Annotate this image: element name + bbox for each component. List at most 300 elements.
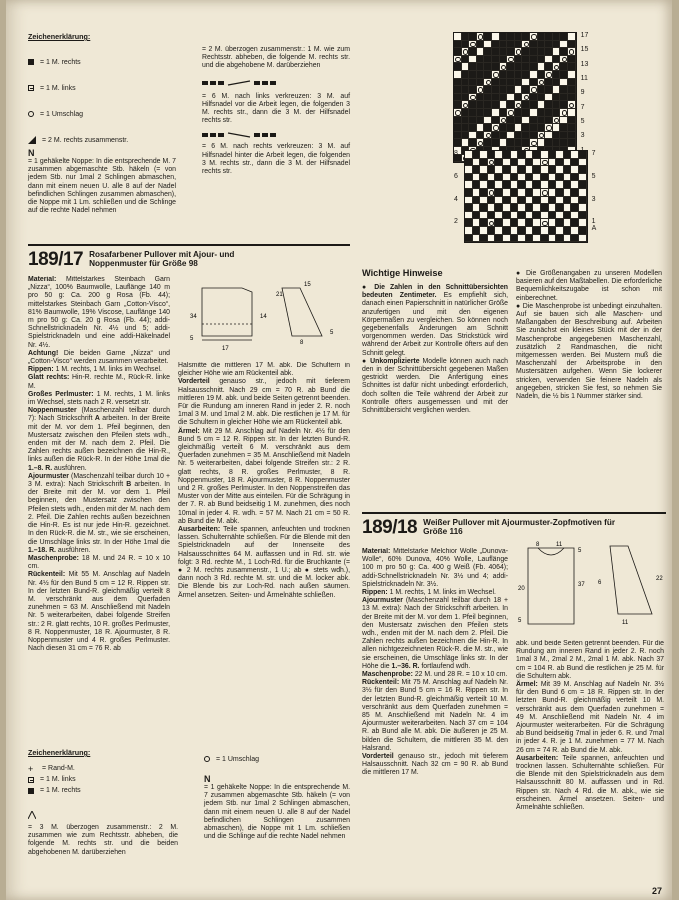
chart-cell bbox=[568, 48, 576, 56]
chart-cell bbox=[492, 117, 500, 125]
chart-cell bbox=[484, 41, 492, 49]
chart-cell bbox=[538, 132, 546, 140]
chart-cell bbox=[454, 117, 462, 125]
chart-cell bbox=[545, 101, 553, 109]
chart-cell bbox=[530, 132, 538, 140]
chart-cell bbox=[454, 86, 462, 94]
chart-cell bbox=[522, 56, 530, 64]
chart-cell bbox=[480, 219, 488, 227]
chart-cell bbox=[541, 235, 549, 243]
chart-cell bbox=[560, 56, 568, 64]
chart-cell bbox=[571, 181, 579, 189]
chart-cell bbox=[469, 33, 477, 41]
chart-cell bbox=[564, 227, 572, 235]
chart-cell bbox=[477, 132, 485, 140]
chart-cell bbox=[511, 166, 519, 174]
chart-cell bbox=[522, 132, 530, 140]
chart-cell bbox=[579, 235, 587, 243]
chart-cell bbox=[469, 109, 477, 117]
chart-cell bbox=[538, 71, 546, 79]
chart-cell bbox=[579, 197, 587, 205]
chart-cell bbox=[522, 33, 530, 41]
chart-cell bbox=[503, 235, 511, 243]
chart-cell bbox=[533, 204, 541, 212]
chart-cell bbox=[515, 94, 523, 102]
chart-cell bbox=[568, 124, 576, 132]
chart-cell bbox=[473, 235, 481, 243]
chart-cell bbox=[507, 33, 515, 41]
chart-cell bbox=[560, 41, 568, 49]
chart-row-label: 7 bbox=[580, 103, 585, 111]
chart-cell bbox=[462, 79, 470, 87]
chart-cell bbox=[571, 204, 579, 212]
chart-cell bbox=[492, 94, 500, 102]
chart-cell bbox=[462, 139, 470, 147]
chart-cell bbox=[541, 166, 549, 174]
chart-cell bbox=[545, 56, 553, 64]
cross-left-icon bbox=[202, 77, 282, 89]
chart-cell bbox=[549, 174, 557, 182]
chart-cell bbox=[545, 109, 553, 117]
chart-cell bbox=[571, 197, 579, 205]
chart-cell bbox=[556, 181, 564, 189]
chart-cell bbox=[495, 235, 503, 243]
chart-cell bbox=[495, 174, 503, 182]
chart-cell bbox=[541, 227, 549, 235]
schematic-17-label: 5 bbox=[330, 330, 334, 336]
chart-cell bbox=[462, 48, 470, 56]
chart-cell bbox=[518, 174, 526, 182]
chart-cell bbox=[473, 219, 481, 227]
chart-row-label: 4 bbox=[454, 195, 458, 203]
chart-cell bbox=[579, 204, 587, 212]
legend-nupp: N = 1 gehäkelte Noppe: In die entsprechende M. 7 zusammen abgemaschte Stb. häkeln (= von jedem Stb. nur 1mal 2 Schlingen abmaschen, dann mit einem neuen U. alle 8 auf der Nadel befindlichen Schlingen zusammen abmaschen), die Noppe mit 1 Lm. schließen und die Schlinge auf die rechte Nadel nehmen bbox=[28, 148, 176, 215]
chart-cell bbox=[579, 219, 587, 227]
legend-item-purl: = 1 M. links bbox=[28, 81, 178, 95]
chart-cell bbox=[469, 48, 477, 56]
chart-cell bbox=[488, 189, 496, 197]
schematic-18-label: 37 bbox=[578, 582, 585, 588]
chart-cell bbox=[560, 94, 568, 102]
chart-cell bbox=[518, 159, 526, 167]
chart-cell bbox=[477, 139, 485, 147]
chart-cell bbox=[538, 56, 546, 64]
chart-cell bbox=[507, 71, 515, 79]
chart-cell bbox=[488, 219, 496, 227]
chart-cell bbox=[556, 219, 564, 227]
chart-cell bbox=[560, 86, 568, 94]
schematic-18-label: 22 bbox=[656, 576, 663, 582]
chart-cell bbox=[507, 79, 515, 87]
chart-cell bbox=[579, 159, 587, 167]
chart-cell bbox=[530, 94, 538, 102]
chart-cell bbox=[462, 71, 470, 79]
chart-cell bbox=[492, 33, 500, 41]
legend-top bbox=[28, 32, 178, 147]
chart-cell bbox=[462, 63, 470, 71]
chart-cell bbox=[545, 71, 553, 79]
chart-cell bbox=[518, 227, 526, 235]
chart-cell bbox=[503, 204, 511, 212]
chart-cell bbox=[530, 124, 538, 132]
chart-cell bbox=[549, 227, 557, 235]
chart-cell bbox=[511, 235, 519, 243]
chart-cell bbox=[454, 124, 462, 132]
chart-cell bbox=[533, 174, 541, 182]
chart-cell bbox=[556, 166, 564, 174]
chart-cell bbox=[568, 33, 576, 41]
chart-cell bbox=[484, 56, 492, 64]
chart-cell bbox=[579, 227, 587, 235]
chart-cell bbox=[538, 94, 546, 102]
chart-cell bbox=[454, 79, 462, 87]
chart-cell bbox=[518, 204, 526, 212]
chart-cell bbox=[495, 219, 503, 227]
chart-cell bbox=[549, 197, 557, 205]
chart-cell bbox=[553, 79, 561, 87]
legend-bottom: Zeichenerklärung: + = Rand-M. = 1 M. links = 1 M. rechts = 3 M. überzogen zusammenstr.: 2 M. zusammen wie zum Rechtsstr. abheben, die folgende M. rechts str. und die beiden abgehobenen M. darüberziehen bbox=[28, 748, 178, 856]
chart-cell bbox=[545, 86, 553, 94]
chart-cell bbox=[503, 219, 511, 227]
chart-cell bbox=[518, 166, 526, 174]
chart-cell bbox=[495, 166, 503, 174]
chart-grid bbox=[453, 32, 577, 163]
chart-cell bbox=[538, 41, 546, 49]
chart-grid bbox=[464, 150, 588, 243]
chart-cell bbox=[571, 174, 579, 182]
chart-cell bbox=[480, 181, 488, 189]
chart-cell bbox=[579, 166, 587, 174]
chart-cell bbox=[488, 174, 496, 182]
chart-cell bbox=[454, 33, 462, 41]
chart-cell bbox=[492, 101, 500, 109]
chart-cell bbox=[465, 219, 473, 227]
chart-cell bbox=[511, 181, 519, 189]
chart-cell bbox=[473, 212, 481, 220]
chart-cell bbox=[522, 63, 530, 71]
chart-cell bbox=[473, 151, 481, 159]
chart-cell bbox=[571, 235, 579, 243]
chart-cell bbox=[477, 48, 485, 56]
chart-cell bbox=[495, 181, 503, 189]
schematic-18-label: 11 bbox=[556, 542, 563, 548]
chart-row-label: 15 bbox=[580, 46, 589, 54]
chart-cell bbox=[515, 71, 523, 79]
chart-cell bbox=[454, 56, 462, 64]
chart-cell bbox=[477, 94, 485, 102]
chart-cell bbox=[492, 109, 500, 117]
chart-cell bbox=[526, 204, 534, 212]
chart-cell bbox=[571, 212, 579, 220]
chart-cell bbox=[495, 159, 503, 167]
chart-cell bbox=[492, 86, 500, 94]
chart-cell bbox=[511, 159, 519, 167]
chart-cell bbox=[556, 159, 564, 167]
chart-cell bbox=[518, 212, 526, 220]
chart-cell bbox=[518, 181, 526, 189]
chart-cell bbox=[500, 86, 508, 94]
chart-cell bbox=[477, 33, 485, 41]
chart-cell bbox=[480, 151, 488, 159]
chart-cell bbox=[500, 117, 508, 125]
chart-cell bbox=[571, 227, 579, 235]
chart-cell bbox=[545, 117, 553, 125]
legend-bottom-title: Zeichenerklärung: bbox=[28, 748, 91, 757]
chart-cell bbox=[511, 189, 519, 197]
chart-cell bbox=[571, 219, 579, 227]
knitting-chart-a bbox=[454, 150, 597, 243]
chart-cell bbox=[465, 159, 473, 167]
chart-cell bbox=[560, 79, 568, 87]
schematic-18-label: 5 bbox=[578, 548, 582, 554]
chart-cell bbox=[515, 124, 523, 132]
legend-item-k2tog: = 2 M. rechts zusammenstr. bbox=[28, 133, 178, 147]
chart-cell bbox=[526, 227, 534, 235]
chart-cell bbox=[541, 159, 549, 167]
chart-cell bbox=[568, 94, 576, 102]
chart-cell bbox=[492, 139, 500, 147]
chart-cell bbox=[556, 235, 564, 243]
chart-cell bbox=[533, 181, 541, 189]
chart-cell bbox=[465, 166, 473, 174]
chart-cell bbox=[515, 63, 523, 71]
chart-cell bbox=[549, 189, 557, 197]
chart-cell bbox=[553, 86, 561, 94]
chart-cell bbox=[462, 109, 470, 117]
chart-cell bbox=[507, 109, 515, 117]
chart-cell bbox=[488, 227, 496, 235]
chart-cell bbox=[495, 204, 503, 212]
chart-cell bbox=[568, 41, 576, 49]
chart-cell bbox=[503, 197, 511, 205]
chart-row-label: 11 bbox=[580, 75, 588, 83]
chart-cell bbox=[511, 212, 519, 220]
chart-cell bbox=[484, 48, 492, 56]
chart-cell bbox=[503, 159, 511, 167]
chart-cell bbox=[522, 48, 530, 56]
chart-cell bbox=[515, 139, 523, 147]
chart-cell bbox=[560, 109, 568, 117]
chart-cell bbox=[530, 71, 538, 79]
chart-cell bbox=[454, 139, 462, 147]
chart-cell bbox=[500, 33, 508, 41]
chart-cell bbox=[518, 219, 526, 227]
chart-cell bbox=[538, 117, 546, 125]
chart-cell bbox=[564, 204, 572, 212]
chart-cell bbox=[541, 189, 549, 197]
chart-cell bbox=[560, 101, 568, 109]
chart-cell bbox=[465, 204, 473, 212]
chart-cell bbox=[492, 132, 500, 140]
chart-cell bbox=[553, 101, 561, 109]
chart-cell bbox=[503, 189, 511, 197]
chart-cell bbox=[545, 41, 553, 49]
chart-cell bbox=[560, 124, 568, 132]
legend-title: Zeichenerklärung: bbox=[28, 32, 91, 41]
chart-cell bbox=[530, 117, 538, 125]
chart-cell bbox=[579, 181, 587, 189]
chart-cell bbox=[533, 219, 541, 227]
chart-cell bbox=[484, 139, 492, 147]
chart-cell bbox=[480, 174, 488, 182]
chart-cell bbox=[560, 139, 568, 147]
chart-cell bbox=[454, 48, 462, 56]
chart-cell bbox=[530, 63, 538, 71]
schematic-17-label: 5 bbox=[190, 336, 194, 342]
chart-cell bbox=[495, 151, 503, 159]
chart-cell bbox=[469, 79, 477, 87]
schematic-17-label: 17 bbox=[222, 346, 229, 352]
k3tog-symbol-icon bbox=[28, 811, 36, 819]
chart-cell bbox=[545, 139, 553, 147]
chart-cell bbox=[515, 101, 523, 109]
chart-cell bbox=[484, 33, 492, 41]
chart-cell bbox=[530, 86, 538, 94]
chart-cell bbox=[462, 56, 470, 64]
chart-cell bbox=[549, 235, 557, 243]
chart-cell bbox=[564, 159, 572, 167]
chart-cell bbox=[500, 94, 508, 102]
chart-cell bbox=[500, 139, 508, 147]
chart-cell bbox=[538, 86, 546, 94]
chart-cell bbox=[480, 212, 488, 220]
chart-cell bbox=[495, 189, 503, 197]
model-number: 189/17 bbox=[28, 248, 84, 270]
chart-cell bbox=[522, 124, 530, 132]
chart-cell bbox=[488, 212, 496, 220]
chart-cell bbox=[538, 101, 546, 109]
chart-cell bbox=[507, 117, 515, 125]
chart-cell bbox=[492, 124, 500, 132]
chart-cell bbox=[503, 174, 511, 182]
chart-cell bbox=[556, 197, 564, 205]
chart-cell bbox=[530, 56, 538, 64]
model-17-instructions-col2: Halsmitte die mittleren 17 M. abk. Die Schultern in gleicher Höhe wie am Rückenteil abk. Vorderteil genauso str., jedoch mit tieferem Halsausschnitt. Nach 29 cm = 70 R. ab Bund die mittleren 19 M. abk. und beide Seiten getrennt beenden. Für die Rundung am inneren Rand in jeder 2. R. noch 1mal 3 M. und 1mal 2 M. abk. Die restlichen je 17 M. für die Schultern in gleicher Höhe wie am Rückenteil abk. Ärmel: Mit 29 M. Anschlag auf Nadeln Nr. 4½ für den Bund 5 cm = 12 R. Rippen str. In der letzten Bund-R. gleichmäßig verteilt 6 M. verschränkt aus dem Querfaden zunehmen = 35 M. Anschließend mit Nadeln Nr. 5 weiterarbeiten, dabei folgende Streifen str.: 2 R. glatt rechts, 8 R. großes Perlmuster, 8 R. Noppenmuster, 18 R. Ajourmuster, 8 R. Noppenmuster und 2 R. großes Perlmuster. In den Noppenstreifen das Muster von der Mitte aus einteilen. Für die Schrägung in der 7. R. ab Bund beidseitig 1 M. zunehmen, dies noch 10mal in jeder 4. R. wdh. = 57 M. Nach 21 cm = 50 R. ab Bund die M. abk. Ausarbeiten: Teile spannen, anfeuchten und trocknen lassen. Schulternähte schließen. Für die Blende mit den Spielstricknadeln auf der Innenseite des Halsausschnittes 64 M. auffassen und in Rd. str. wie folgt: 3 Rd. rechte M., 1 Loch-Rd. für die Bruchkante (= ● 2 M. rechts zusammenstr., 1 U.; ab ● stets wdh.), dann noch 3 Rd. rechte M. str. und die M. locker abk. Die Blende bis zur Loch-Rd. nach außen säumen. Ärmel ansetzen. Seiten- und Ärmelnähte schließen. bbox=[178, 362, 350, 599]
legend-item-knit: = 1 M. rechts bbox=[28, 55, 178, 69]
knitting-chart-b bbox=[453, 32, 589, 163]
chart-cell bbox=[507, 101, 515, 109]
chart-cell bbox=[477, 86, 485, 94]
schematic-18-label: 11 bbox=[622, 620, 629, 626]
chart-cell bbox=[462, 86, 470, 94]
chart-cell bbox=[473, 189, 481, 197]
chart-cell bbox=[564, 219, 572, 227]
chart-cell bbox=[500, 48, 508, 56]
chart-cell bbox=[545, 63, 553, 71]
chart-cell bbox=[500, 63, 508, 71]
chart-cell bbox=[526, 219, 534, 227]
chart-cell bbox=[462, 124, 470, 132]
chart-cell bbox=[530, 41, 538, 49]
chart-cell bbox=[533, 227, 541, 235]
chart-cell bbox=[556, 227, 564, 235]
chart-cell bbox=[503, 227, 511, 235]
chart-cell bbox=[530, 79, 538, 87]
chart-cell bbox=[469, 139, 477, 147]
chart-cell bbox=[533, 212, 541, 220]
chart-cell bbox=[564, 166, 572, 174]
chart-cell bbox=[465, 212, 473, 220]
chart-cell bbox=[541, 219, 549, 227]
chart-cell bbox=[465, 227, 473, 235]
legend-item-yarnover: = 1 Umschlag bbox=[28, 107, 178, 121]
model-18-instructions-col2: abk. und beide Seiten getrennt beenden. Für die Rundung am inneren Rand in jeder 2. R. noch 1mal 3 M., 2mal 2 M., 2mal 1 M. abk. Nach 37 cm = 104 R. ab Bund die restlichen je 25 M. für die Schultern abk. Ärmel: Mit 39 M. Anschlag auf Nadeln Nr. 3½ für den Bund 6 cm = 18 R. Rippen str. In der letzten Bund-R. gleichmäßig verteilt 10 M. verschränkt aus dem Querfaden zunehmen = 49 M. Anschließend mit Nadeln Nr. 4 im Ajourmuster weiterarbeiten. Für die Schrägung ab Bund beidseitig 7mal in jeder 6. R. und 7mal in jeder 4. R. je 1 M. zunehmen = 77 M. Nach 26 cm = 74 R. ab Bund die M. abk. Ausarbeiten: Teile spannen, anfeuchten und trocknen lassen. Schulternähte schließen. Für die Blende mit den Spielstricknadeln aus dem Halsausschnitt 80 M. auffassen und in Rd. Rippen str. Nach 4 Rd. die M. abk., wie sie erscheinen. Ärmel ansetzen. Seiten- und Ärmelnähte schließen. bbox=[516, 640, 664, 812]
chart-cell bbox=[515, 132, 523, 140]
chart-cell bbox=[484, 94, 492, 102]
chart-cell bbox=[469, 132, 477, 140]
chart-cell bbox=[545, 33, 553, 41]
chart-cell bbox=[541, 181, 549, 189]
chart-cell bbox=[503, 166, 511, 174]
chart-cell bbox=[526, 212, 534, 220]
chart-cell bbox=[454, 41, 462, 49]
chart-cell bbox=[507, 86, 515, 94]
chart-cell bbox=[560, 33, 568, 41]
chart-cell bbox=[549, 204, 557, 212]
chart-cell bbox=[533, 189, 541, 197]
chart-cell bbox=[556, 212, 564, 220]
schematic-17-label: 15 bbox=[304, 282, 311, 288]
chart-cell bbox=[541, 197, 549, 205]
chart-cell bbox=[518, 151, 526, 159]
legend-item-purl: = 1 M. links bbox=[28, 774, 178, 785]
chart-cell bbox=[507, 139, 515, 147]
chart-cell bbox=[571, 151, 579, 159]
chart-cell bbox=[564, 151, 572, 159]
chart-cell bbox=[549, 219, 557, 227]
chart-cell bbox=[454, 71, 462, 79]
chart-cell bbox=[488, 159, 496, 167]
chart-cell bbox=[484, 132, 492, 140]
important-notes-left: ● Die Zahlen in den Schnittübersichten bedeuten Zentimeter. Es empfiehlt sich, danach einen Papierschnitt in natürlicher Größe anzufertigen und mit den eigenen Körpermaßen zu vergleichen. So können noch gegebenenfalls Änderungen am Schnitt vorgenommen werden. Das Strickstück wird während der Arbeit zur Kontrolle öfters auf den Schnitt gelegt. ● Unkomplizierte Modelle können auch nach den in der Schnittübersicht gegebenen Maßen gestrickt werden. Die Anfertigung eines Schnittes ist dafür nicht unbedingt erforderlich, doch sollten die Teile während der Arbeit zur Kontrolle öfters ausgemessen und mit der Schnittübersicht verglichen werden. bbox=[362, 284, 508, 415]
chart-cell bbox=[522, 109, 530, 117]
important-notes-right: ● Die Größenangaben zu unseren Modellen basieren auf den Maßtabellen. Die erforderliche Bequemlichkeitszugabe ist schon mit einberechnet. ● Die Maschenprobe ist unbedingt einzuhalten. Auf sie bauen sich alle Maschen- und Maßangaben der Beschreibung auf. Arbeiten Sie zunächst ein kleines Stück mit der in der Maschenprobe angegebenen Maschenzahl, zusätzlich 2 Randmaschen, die nicht mitgemessen werden. Bei Mustern muß die Maschenzahl der Arbeitsprobe in den Mustersätzen aufgehen. Wenn Sie lockerer stricken, verwenden Sie feinere Nadeln als angegeben, stricken Sie fest, so nehmen Sie Nadeln, die ½ bis 1 Nummer stärker sind. bbox=[516, 270, 662, 401]
chart-cell bbox=[462, 33, 470, 41]
chart-cell bbox=[533, 159, 541, 167]
schematic-17-label: 14 bbox=[260, 314, 267, 320]
chart-cell bbox=[492, 79, 500, 87]
chart-cell bbox=[515, 109, 523, 117]
schematic-18-label: 6 bbox=[598, 580, 602, 586]
chart-cell bbox=[560, 117, 568, 125]
model-17-instructions-col1: Material: Mittelstarkes Steinbach Garn „Nizza“, 100% Baumwolle, Lauflänge 140 m pro 50 g: Ca. 200 g Rosa (Fb. 44); mittelstarkes Steinbach Garn „Cotton-Visco“, 81% Baumwolle, 19% Viscose, Lauflänge 140 m pro 50 g: Ca. 20 g Rosa (Fb. 44); addi-Schnellstricknadeln Nr. 4½ und 5; addi-Spielstricknadeln und eine addi-Häkelnadel Nr. 4½. Achtung! Die beiden Garne „Nizza“ und „Cotton-Visco“ werden zusammen verarbeitet. Rippen: 1 M. rechts, 1 M. links im Wechsel. Glatt rechts: Hin-R. rechte M., Rück-R. linke M. Großes Perlmuster: 1 M. rechts, 1 M. links im Wechsel, stets nach 2 R. versetzt str. Noppenmuster (Maschenzahl teilbar durch 7): Nach Strickschrift A arbeiten. In der Breite mit der M. vor dem 1. Pfeil beginnen, den Mustersatz zwischen den Pfeilen stets wdh., enden mit der M. nach dem 2. Pfeil. Die Zahlen rechts außen bezeichnen die Hin-R., links außen die Rück-R. In der Höhe 1mal die 1.–8. R. ausführen. Ajourmuster (Maschenzahl teilbar durch 10 + 3 M. extra): Nach Strickschrift B arbeiten. In der Breite mit der M. vor dem 1. Pfeil beginnen, den Mustersatz zwischen den Pfeilen stets wdh., enden mit der M. nach dem 2. Pfeil. Die Zahlen rechts außen bezeichnen die Hin-R. Es ist nur jede Hin-R. gezeichnet. In den Rück-R. die M. str., wie sie erscheinen, die Umschläge links str. In der Höhe 1mal die 1.–18. R. ausführen. Maschenprobe: 18 M. und 24 R. = 10 x 10 cm. Rückenteil: Mit 55 M. Anschlag auf Nadeln Nr. 4½ für den Bund 5 cm = 12 R. Rippen str. In der letzten Bund-R. gleichmäßig verteilt 8 M. verschränkt aus dem Querfaden zunehmen = 63 M. Anschließend mit Nadeln Nr. 5 weiterarbeiten, dabei folgende Streifen str.: 2 R. glatt rechts, 10 R. großes Perlmuster, 8 R. Noppenmuster, 18 R. Ajourmuster, 8 R. Noppenmuster und 4 R. großes Perlmuster. Nach diesen 31 cm = 76 R. ab bbox=[28, 276, 170, 653]
knit-symbol-icon bbox=[28, 59, 34, 65]
model-18-header bbox=[362, 512, 666, 538]
chart-cell bbox=[492, 56, 500, 64]
chart-cell bbox=[477, 41, 485, 49]
model-18-instructions-col1: Material: Mittelstarke Melchior Wolle „Dunova-Wolle“, 60% Dunova, 40% Wolle, Lauflänge 100 m pro 50 g: Ca. 400 g Weiß (Fb. 4064); addi-Schnellstricknadeln Nr. 3½ und 4; addi-Spielstricknadeln Nr. 3½. Rippen: 1 M. rechts, 1 M. links im Wechsel. Ajourmuster (Maschenzahl teilbar durch 18 + 13 M. extra): Nach der Strickschrift arbeiten. In der Breite mit der M. vor dem 1. Pfeil beginnen, den Mustersatz zwischen den Pfeilen stets wdh., enden mit der M. nach dem 2. Pfeil. Die Zahlen rechts außen bezeichnen die Hin-R. In allen nichtgezeichneten Rück-R. die M. str., wie sie erscheinen, die Umschläge links str. In der Höhe die 1.–36. R. fortlaufend wdh. Maschenprobe: 22 M. und 28 R. = 10 x 10 cm. Rückenteil: Mit 75 M. Anschlag auf Nadeln Nr. 3½ für den Bund 5 cm = 16 R. Rippen str. In der letzten Bund-R. gleichmäßig verteilt 10 M. verschränkt aus dem Querfaden zunehmen = 85 M. Anschließend mit Nadeln Nr. 4 im Ajourmuster weiterarbeiten. Nach 37 cm = 104 R. ab Bund alle M. abk. Die äußeren je 25 M. bilden die Schultern, die mittleren 35 M. den Halsrand. Vorderteil genauso str., jedoch mit tieferem Halsausschnitt. Nach 32 cm = 90 R. ab Bund die mittleren 17 M. bbox=[362, 548, 508, 777]
chart-cell bbox=[511, 174, 519, 182]
chart-cell bbox=[522, 101, 530, 109]
k2tog-symbol-icon bbox=[28, 136, 36, 144]
chart-cell bbox=[549, 181, 557, 189]
chart-cell bbox=[530, 139, 538, 147]
chart-cell bbox=[553, 124, 561, 132]
chart-cell bbox=[507, 124, 515, 132]
chart-cell bbox=[495, 227, 503, 235]
chart-cell bbox=[545, 124, 553, 132]
chart-cell bbox=[488, 235, 496, 243]
chart-row-label: 3 bbox=[591, 195, 596, 203]
chart-cell bbox=[477, 124, 485, 132]
chart-cell bbox=[469, 86, 477, 94]
chart-cell bbox=[477, 71, 485, 79]
chart-cell bbox=[545, 132, 553, 140]
chart-cell bbox=[553, 94, 561, 102]
schematic-18-label: 5 bbox=[518, 618, 522, 624]
chart-cell bbox=[564, 189, 572, 197]
nupp-symbol-icon: N bbox=[28, 148, 35, 158]
